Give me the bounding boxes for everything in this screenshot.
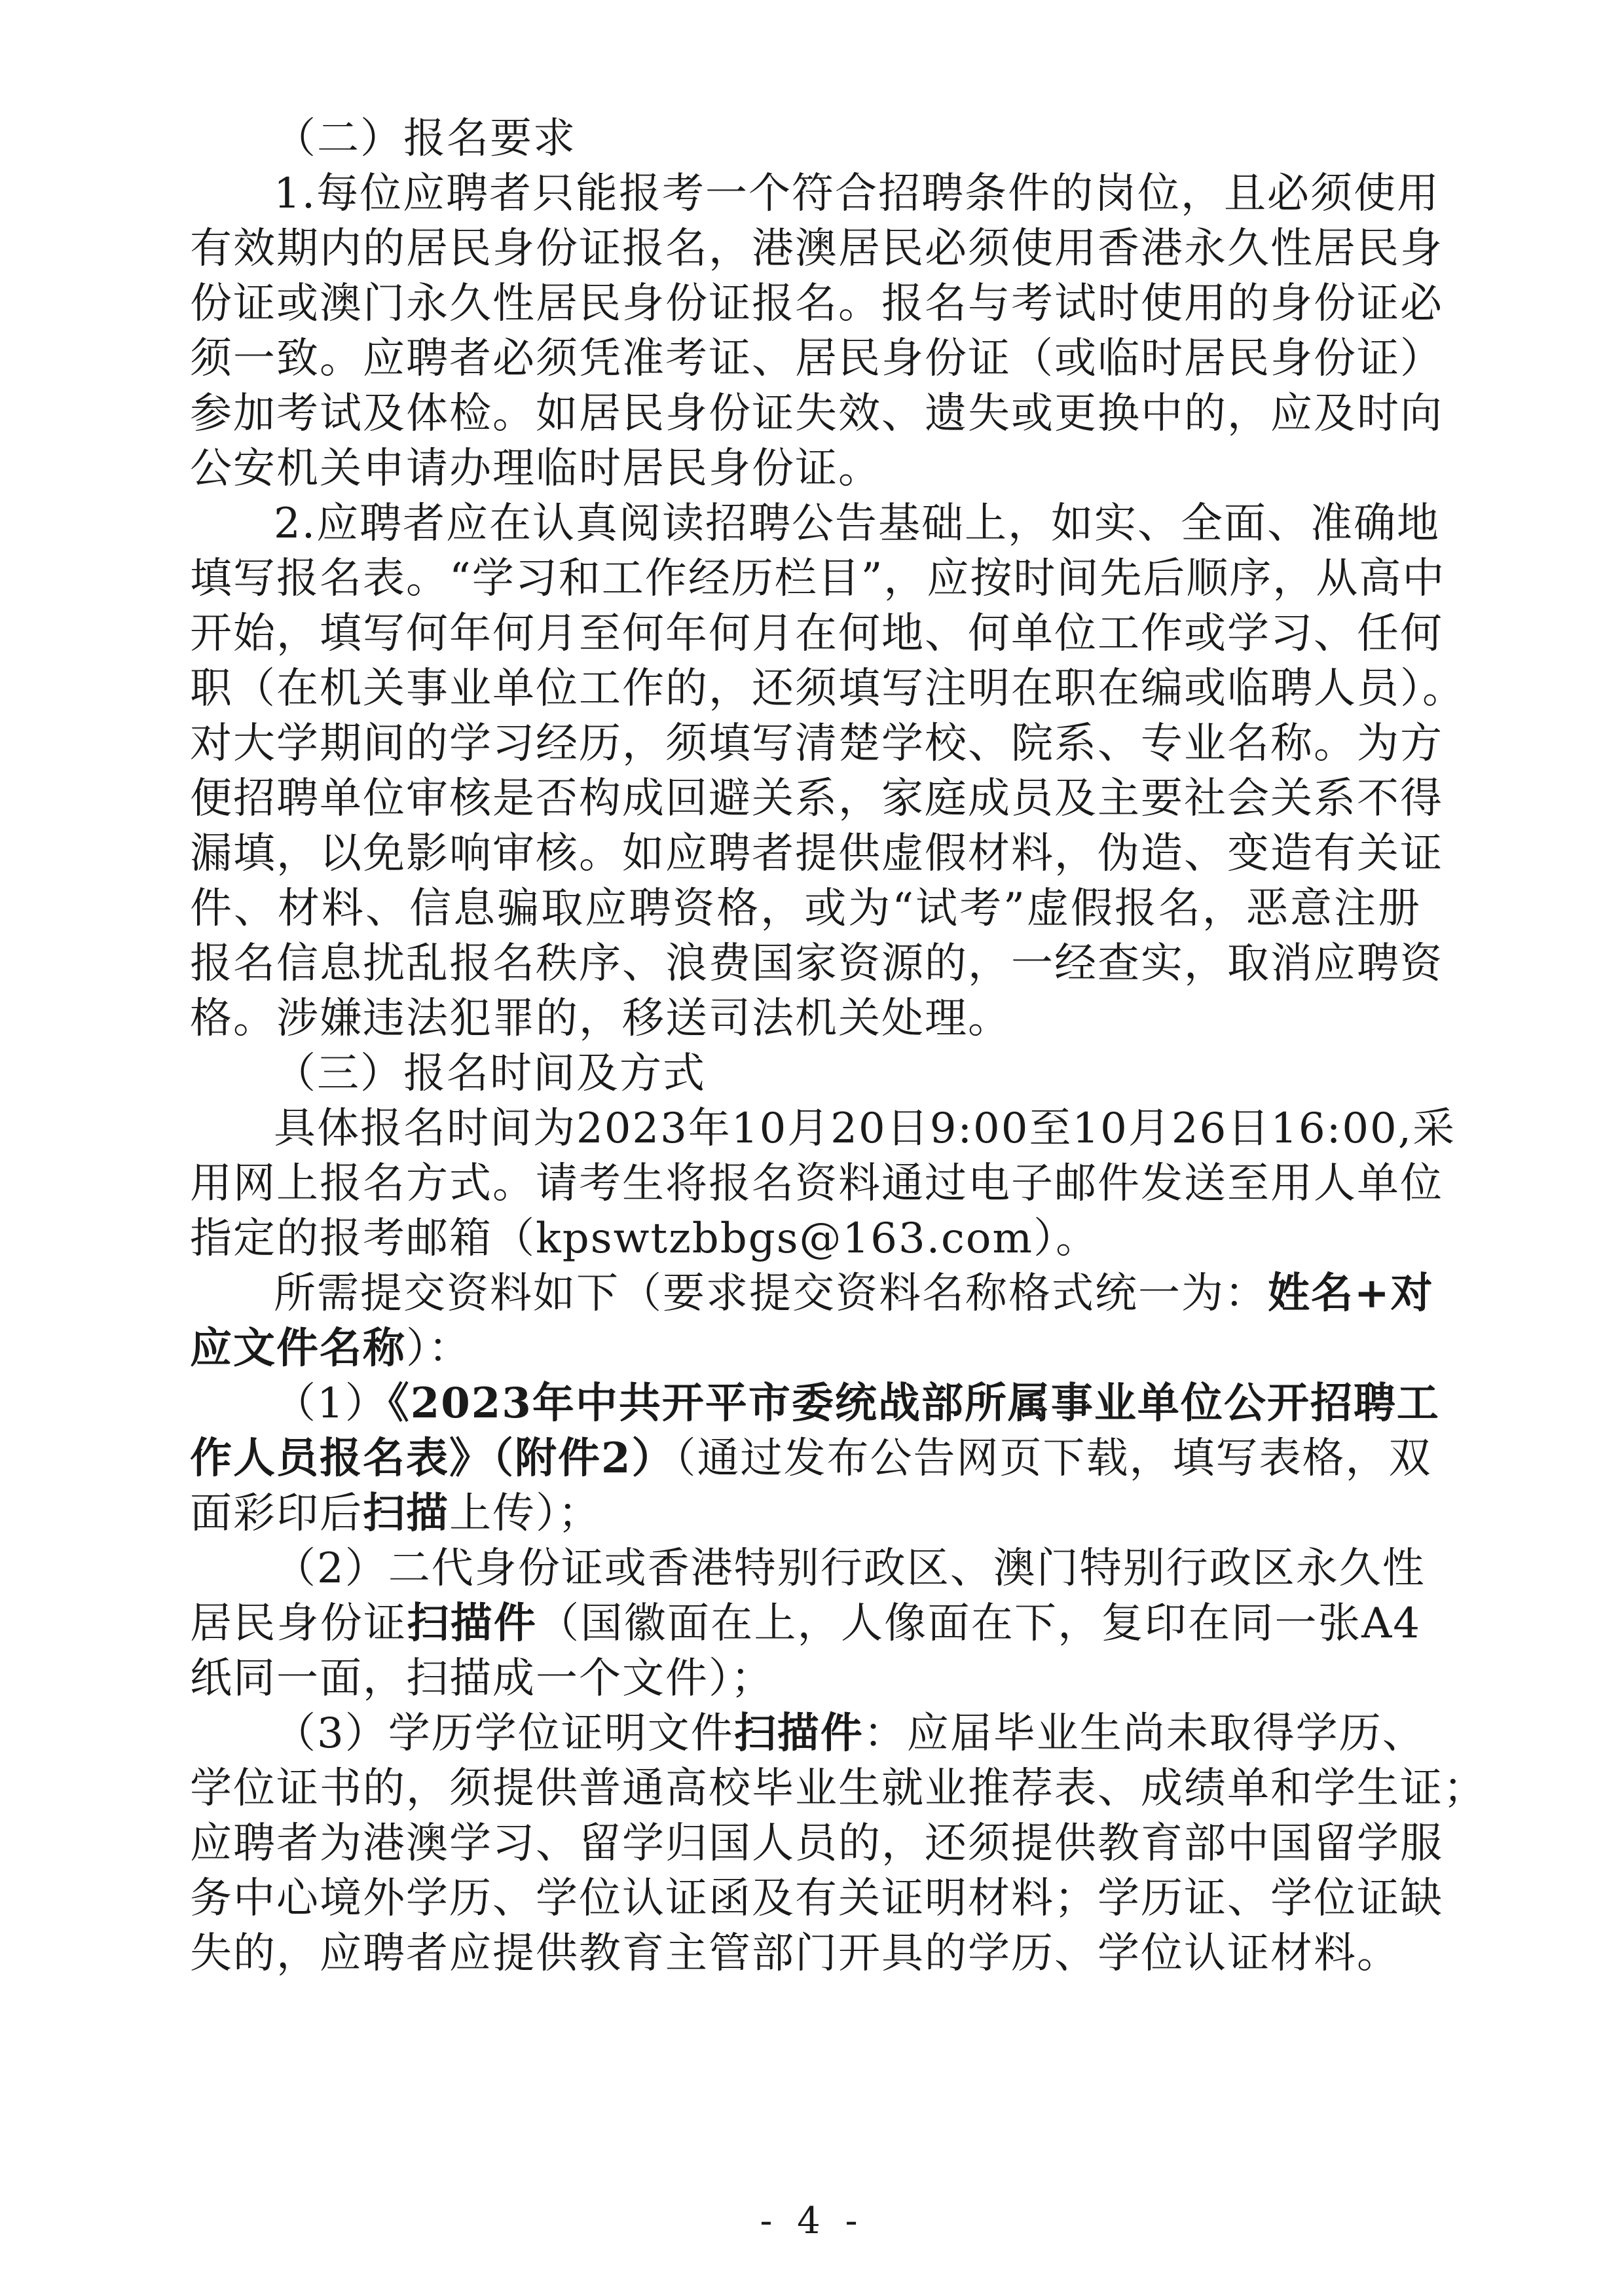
- text-line: （2）二代身份证或香港特别行政区、澳门特别行政区永久性: [274, 1544, 1426, 1593]
- text-line: 指定的报考邮箱（kpswtzbbgs@163.com）。: [190, 1214, 1099, 1263]
- text-line: 具体报名时间为2023年10月20日9:00至10月26日16:00,采: [274, 1104, 1456, 1153]
- text-span: （3）学历学位证明文件: [274, 1709, 734, 1758]
- text-span: 居民身份证: [190, 1599, 407, 1648]
- text-span: （国徽面在上，人像面在下，复印在同一张A4: [537, 1599, 1422, 1648]
- bold-text: 应文件名称: [190, 1324, 406, 1373]
- bold-text: 作人员报名表》（附件2）: [190, 1434, 675, 1483]
- text-span: 所需提交资料如下（要求提交资料名称格式统一为：: [274, 1269, 1268, 1318]
- text-span: ）：: [406, 1324, 471, 1373]
- section-heading-registration-requirements: （二）报名要求: [274, 115, 576, 163]
- paragraph-requirement-2: [190, 496, 1466, 1046]
- text-line: 失的，应聘者应提供教育主管部门开具的学历、学位认证材料。: [190, 1929, 1400, 1978]
- text-line: 开始，填写何年何月至何年何月在何地、何单位工作或学习、任何: [190, 610, 1443, 658]
- text-line: 纸同一面，扫描成一个文件）；: [190, 1654, 774, 1703]
- text-line: [190, 1486, 1421, 1541]
- text-line: [190, 1266, 1434, 1321]
- text-line: 填写报名表。“学习和工作经历栏目”，应按时间先后顺序，从高中: [190, 555, 1446, 603]
- bold-text: 扫描件: [407, 1599, 538, 1648]
- text-line: 2.应聘者应在认真阅读招聘公告基础上，如实、全面、准确地: [274, 500, 1441, 548]
- list-item-diploma: [190, 1706, 1486, 1981]
- text-line: [190, 1596, 1421, 1651]
- text-span: （通过发布公告网页下载，填写表格，双: [674, 1434, 1432, 1483]
- text-line: 参加考试及体检。如居民身份证失效、遗失或更换中的，应及时向: [190, 390, 1443, 438]
- paragraph-registration-time: [190, 1101, 1456, 1266]
- text-line: 学位证书的，须提供普通高校毕业生就业推荐表、成绩单和学生证；: [190, 1764, 1486, 1813]
- text-line: 件、材料、信息骗取应聘资格，或为“试考”虚假报名，恶意注册: [190, 884, 1421, 933]
- text-line: 公安机关申请办理临时居民身份证。: [190, 445, 881, 493]
- text-span: 面彩印后: [190, 1489, 363, 1538]
- text-line: 应聘者为港澳学习、留学归国人员的，还须提供教育部中国留学服: [190, 1819, 1443, 1868]
- document-body: [190, 111, 1486, 1981]
- text-span: ：应届毕业生尚未取得学历、: [863, 1709, 1426, 1758]
- text-line: 1.每位应聘者只能报考一个符合招聘条件的岗位，且必须使用: [274, 170, 1441, 218]
- section-heading-registration-time: （三）报名时间及方式: [274, 1049, 706, 1098]
- text-line: [190, 1431, 1432, 1486]
- text-line: 用网上报名方式。请考生将报名资料通过电子邮件发送至用人单位: [190, 1159, 1443, 1208]
- text-line: [190, 1376, 1440, 1431]
- text-line: 对大学期间的学习经历，须填写清楚学校、院系、专业名称。为方: [190, 720, 1443, 768]
- text-line: 须一致。应聘者必须凭准考证、居民身份证（或临时居民身份证）: [190, 335, 1443, 383]
- text-line: 漏填，以免影响审核。如应聘者提供虚假材料，伪造、变造有关证: [190, 829, 1443, 878]
- text-line: [190, 1321, 1421, 1376]
- text-line: 有效期内的居民身份证报名，港澳居民必须使用香港永久性居民身: [190, 225, 1443, 273]
- text-line: 务中心境外学历、学位认证函及有关证明材料；学历证、学位证缺: [190, 1874, 1443, 1923]
- text-line: [190, 1706, 1426, 1761]
- bold-text: 扫描: [363, 1489, 449, 1538]
- text-span: 上传）；: [449, 1489, 601, 1538]
- bold-text: 扫描件: [733, 1709, 864, 1758]
- list-item-id-card: [190, 1541, 1426, 1706]
- paragraph-requirement-1: [190, 166, 1443, 496]
- list-item-registration-form: [190, 1376, 1440, 1541]
- text-line: 份证或澳门永久性居民身份证报名。报名与考试时使用的身份证必: [190, 280, 1443, 328]
- list-marker: （1）: [274, 1379, 388, 1428]
- text-line: 职（在机关事业单位工作的，还须填写注明在职在编或临聘人员）。: [190, 665, 1466, 713]
- text-line: 便招聘单位审核是否构成回避关系，家庭成员及主要社会关系不得: [190, 774, 1443, 823]
- text-line: 报名信息扰乱报名秩序、浪费国家资源的，一经查实，取消应聘资: [190, 939, 1443, 988]
- bold-text: 《2023年中共开平市委统战部所属事业单位公开招聘工: [388, 1379, 1440, 1428]
- text-line: 格。涉嫌违法犯罪的，移送司法机关处理。: [190, 994, 1011, 1043]
- bold-text: 姓名+对: [1268, 1269, 1434, 1318]
- page-number: - 4 -: [760, 2200, 864, 2242]
- paragraph-required-materials: [190, 1266, 1434, 1376]
